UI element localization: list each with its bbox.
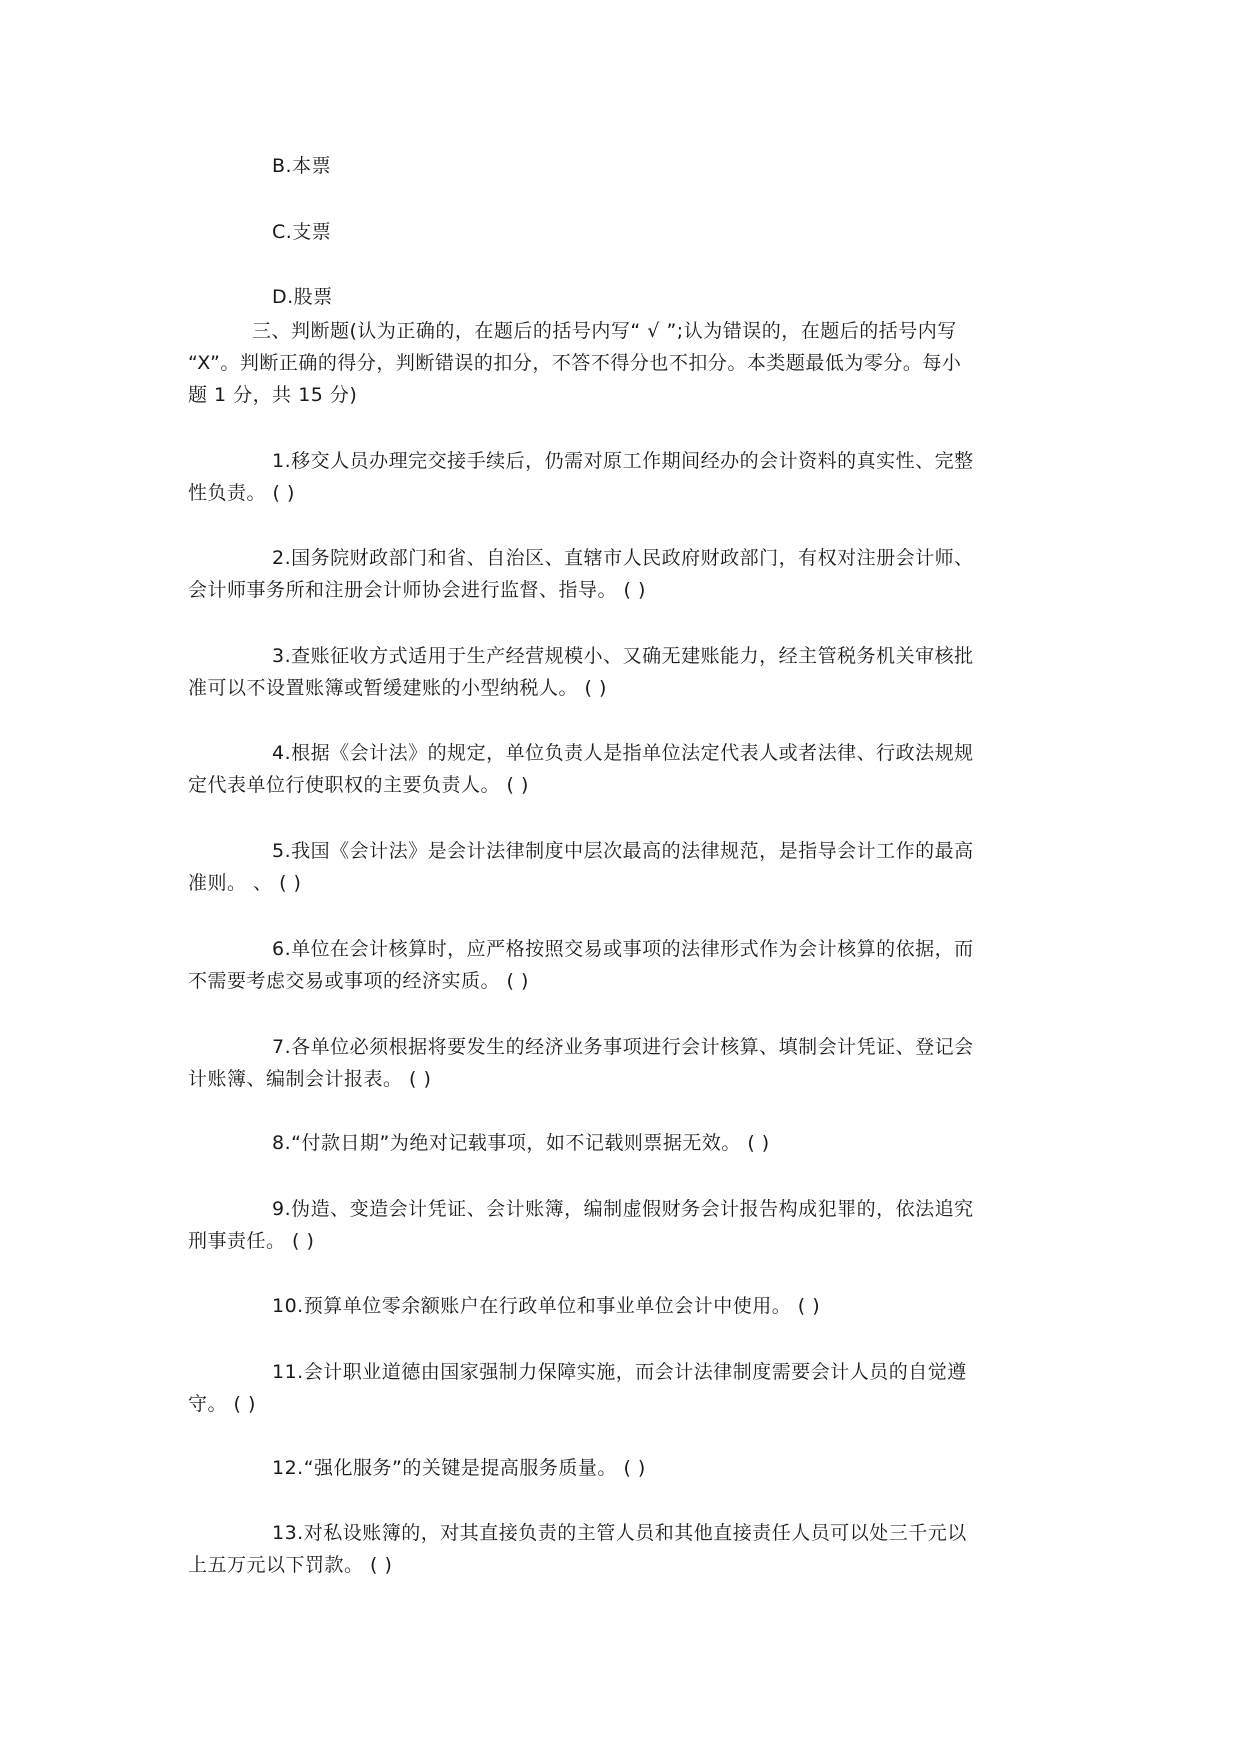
section-heading-line-1: 三、判断题(认为正确的，在题后的括号内写“ √ ”;认为错误的，在题后的括号内写 xyxy=(252,320,957,342)
section-heading-line-3: 题 1 分，共 15 分) xyxy=(188,384,358,406)
option-b: B.本票 xyxy=(272,155,332,177)
question-4-line-1: 4.根据《会计法》的规定，单位负责人是指单位法定代表人或者法律、行政法规规 xyxy=(272,742,974,764)
option-d: D.股票 xyxy=(272,286,333,308)
question-7-line-2: 计账簿、编制会计报表。 ( ) xyxy=(188,1068,432,1090)
question-13-line-2: 上五万元以下罚款。 ( ) xyxy=(188,1554,393,1576)
question-11-line-1: 11.会计职业道德由国家强制力保障实施，而会计法律制度需要会计人员的自觉遵 xyxy=(272,1361,967,1383)
question-10-line-1: 10.预算单位零余额账户在行政单位和事业单位会计中使用。 ( ) xyxy=(272,1295,821,1317)
question-11-line-2: 守。 ( ) xyxy=(188,1393,256,1415)
question-3-line-1: 3.查账征收方式适用于生产经营规模小、又确无建账能力，经主管税务机关审核批 xyxy=(272,645,974,667)
question-9-line-2: 刑事责任。 ( ) xyxy=(188,1230,315,1252)
question-9-line-1: 9.伪造、变造会计凭证、会计账簿，编制虚假财务会计报告构成犯罪的，依法追究 xyxy=(272,1198,974,1220)
question-13-line-1: 13.对私设账簿的，对其直接负责的主管人员和其他直接责任人员可以处三千元以 xyxy=(272,1522,967,1544)
question-1-line-2: 性负责。 ( ) xyxy=(188,482,295,504)
question-12-line-1: 12.“强化服务”的关键是提高服务质量。 ( ) xyxy=(272,1457,646,1479)
question-5-line-1: 5.我国《会计法》是会计法律制度中层次最高的法律规范，是指导会计工作的最高 xyxy=(272,840,974,862)
question-4-line-2: 定代表单位行使职权的主要负责人。 ( ) xyxy=(188,774,529,796)
question-8-line-1: 8.“付款日期”为绝对记载事项，如不记载则票据无效。 ( ) xyxy=(272,1132,770,1154)
question-7-line-1: 7.各单位必须根据将要发生的经济业务事项进行会计核算、填制会计凭证、登记会 xyxy=(272,1036,974,1058)
question-1-line-1: 1.移交人员办理完交接手续后，仍需对原工作期间经办的会计资料的真实性、完整 xyxy=(272,450,974,472)
option-c: C.支票 xyxy=(272,221,332,243)
question-2-line-2: 会计师事务所和注册会计师协会进行监督、指导。 ( ) xyxy=(188,579,646,601)
question-5-line-2: 准则。 、 ( ) xyxy=(188,872,302,894)
question-6-line-1: 6.单位在会计核算时，应严格按照交易或事项的法律形式作为会计核算的依据，而 xyxy=(272,938,974,960)
question-3-line-2: 准可以不设置账簿或暂缓建账的小型纳税人。 ( ) xyxy=(188,677,607,699)
section-heading-line-2: “X”。判断正确的得分，判断错误的扣分，不答不得分也不扣分。本类题最低为零分。每小 xyxy=(188,352,962,374)
question-2-line-1: 2.国务院财政部门和省、自治区、直辖市人民政府财政部门，有权对注册会计师、 xyxy=(272,547,974,569)
question-6-line-2: 不需要考虑交易或事项的经济实质。 ( ) xyxy=(188,970,529,992)
